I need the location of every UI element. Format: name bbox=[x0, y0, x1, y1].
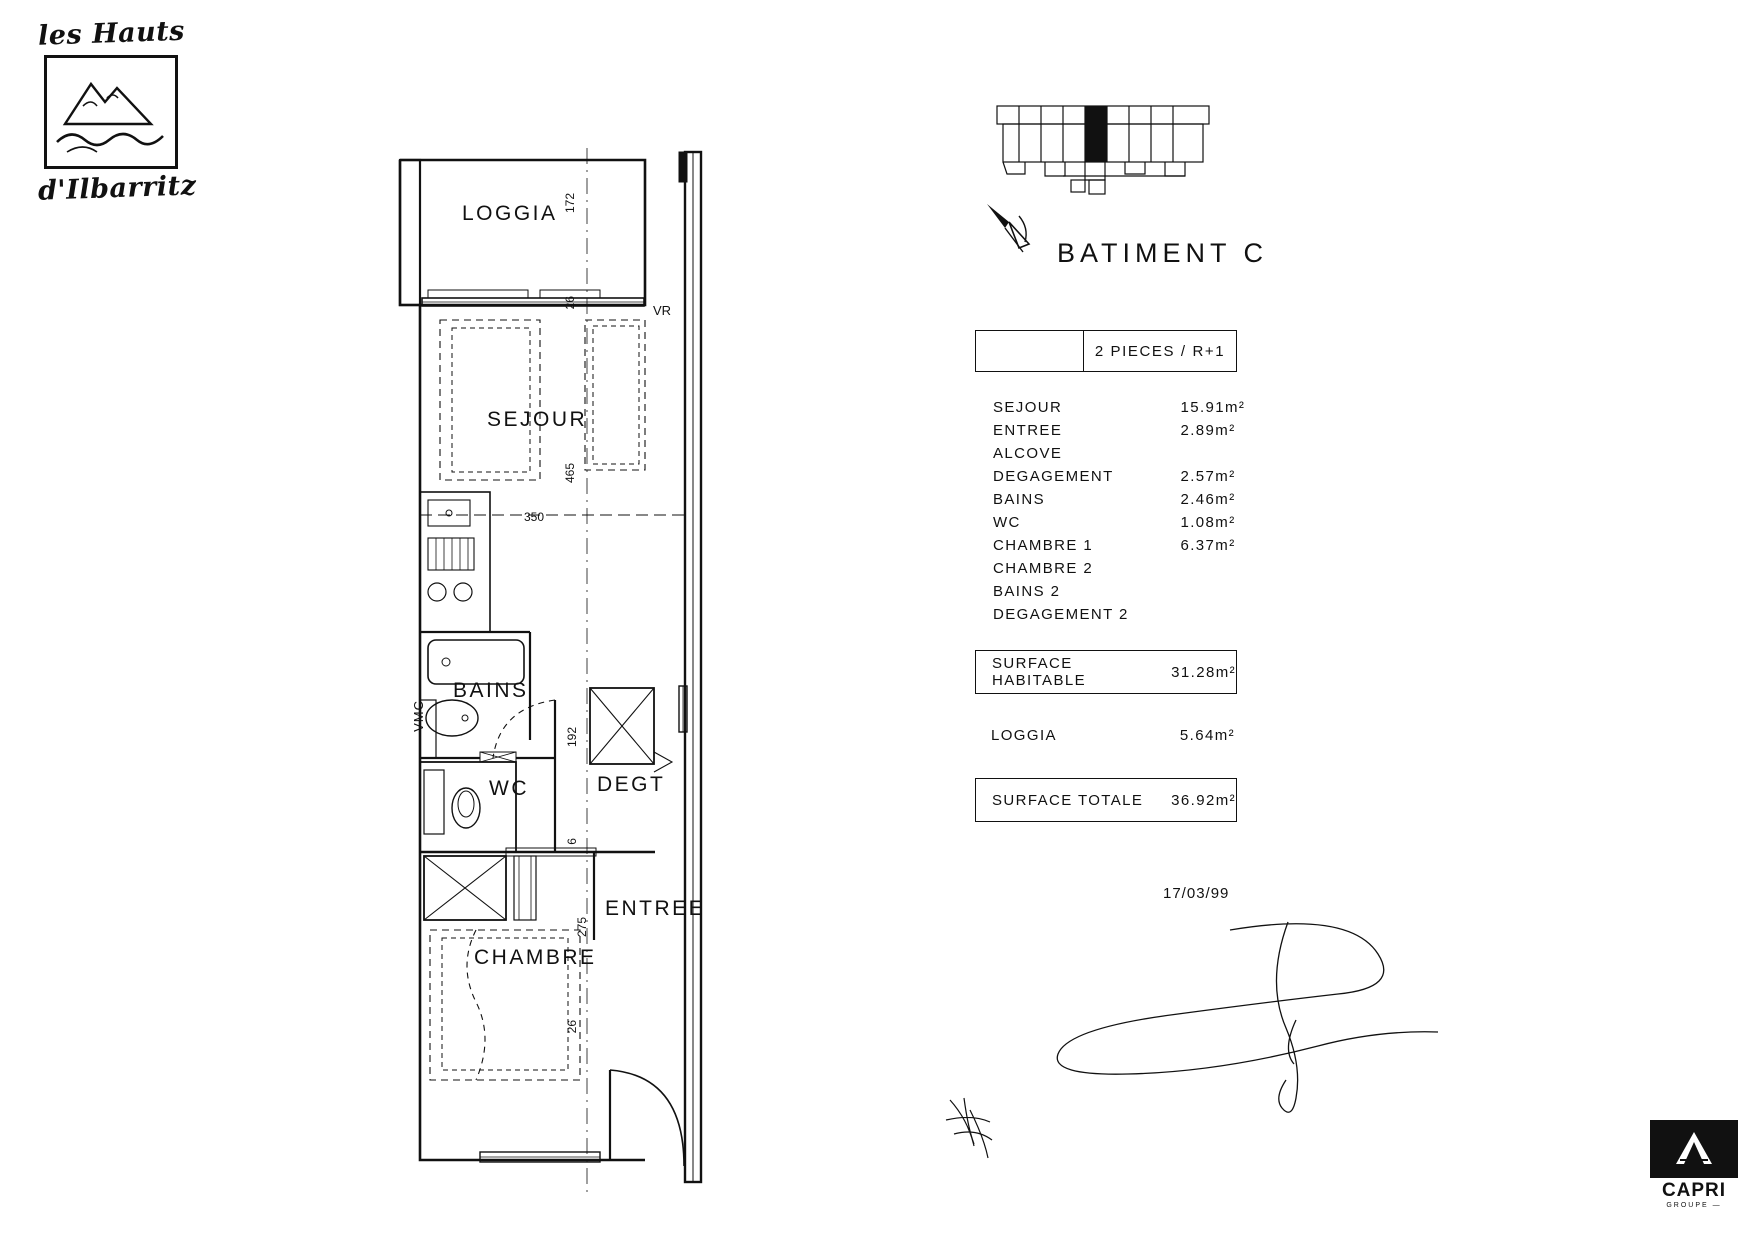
ink-scribble bbox=[940, 1090, 1020, 1170]
type-label: 2 PIECES / R+1 bbox=[1083, 330, 1237, 372]
room-label-sejour: SEJOUR bbox=[487, 408, 588, 431]
capri-name: CAPRI bbox=[1661, 1180, 1727, 1201]
loggia-area-row bbox=[975, 722, 1235, 748]
dim-wall-26-bottom: 26 bbox=[565, 1020, 579, 1034]
room-label-degt: DEGT bbox=[597, 773, 666, 796]
table-row: DEGAGEMENT 2 bbox=[993, 606, 1129, 623]
table-row: WC 1.08m² bbox=[993, 514, 1236, 531]
company-logo bbox=[37, 15, 198, 228]
label-vmc: VMC bbox=[411, 700, 426, 732]
building-title: BATIMENT C bbox=[1057, 238, 1269, 268]
room-label-loggia: LOGGIA bbox=[462, 202, 558, 225]
table-row: BAINS 2.46m² bbox=[993, 491, 1236, 508]
signature-mark bbox=[1050, 900, 1450, 1130]
surface-habitable-label: SURFACE HABITABLE bbox=[992, 655, 1087, 689]
room-label-wc: WC bbox=[489, 777, 529, 800]
building-key-plan bbox=[985, 96, 1225, 206]
table-row: ALCOVE bbox=[993, 445, 1063, 462]
label-vr: VR bbox=[653, 303, 672, 318]
loggia-label: LOGGIA bbox=[991, 726, 1057, 744]
surface-habitable-value: 31.28m² bbox=[1171, 663, 1236, 681]
plan-date: 17/03/99 bbox=[1163, 885, 1230, 902]
room-label-bains: BAINS bbox=[453, 679, 529, 702]
dim-loggia-depth: 172 bbox=[563, 193, 577, 214]
room-label-entree: ENTREE bbox=[605, 897, 706, 920]
surface-totale-box bbox=[975, 778, 1237, 822]
table-row: CHAMBRE 2 bbox=[993, 560, 1094, 577]
logo-mountain-icon bbox=[44, 55, 178, 169]
capri-sub: GROUPE — bbox=[1666, 1202, 1722, 1209]
room-label-chambre: CHAMBRE bbox=[474, 946, 597, 969]
logo-line-1: les Hauts bbox=[37, 15, 186, 52]
dim-chambre-275: 275 bbox=[575, 917, 589, 938]
loggia-value: 5.64m² bbox=[1179, 726, 1235, 744]
dim-degt-192: 192 bbox=[565, 727, 579, 748]
surface-totale-value: 36.92m² bbox=[1171, 791, 1236, 809]
table-row: CHAMBRE 1 6.37m² bbox=[993, 537, 1236, 554]
surface-totale-label: SURFACE TOTALE bbox=[992, 791, 1144, 809]
compass-north-icon bbox=[975, 192, 1045, 262]
dim-sejour-length: 465 bbox=[563, 463, 577, 484]
table-row: SEJOUR 15.91m² bbox=[993, 399, 1246, 416]
dim-sejour-width: 350 bbox=[524, 510, 545, 524]
surface-habitable-box bbox=[975, 650, 1237, 694]
table-row: DEGAGEMENT 2.57m² bbox=[993, 468, 1236, 485]
dim-wall-26-top: 26 bbox=[563, 296, 577, 310]
areas-table bbox=[993, 396, 1293, 626]
floor-plan-drawing bbox=[380, 140, 800, 1200]
dim-wall-6: 6 bbox=[565, 838, 579, 845]
capri-triangle-logo bbox=[1650, 1120, 1738, 1178]
logo-line-2: d'Ilbarritz bbox=[37, 170, 197, 207]
table-row: BAINS 2 bbox=[993, 583, 1061, 600]
capri-logo bbox=[1650, 1120, 1738, 1208]
table-row: ENTREE 2.89m² bbox=[993, 422, 1236, 439]
